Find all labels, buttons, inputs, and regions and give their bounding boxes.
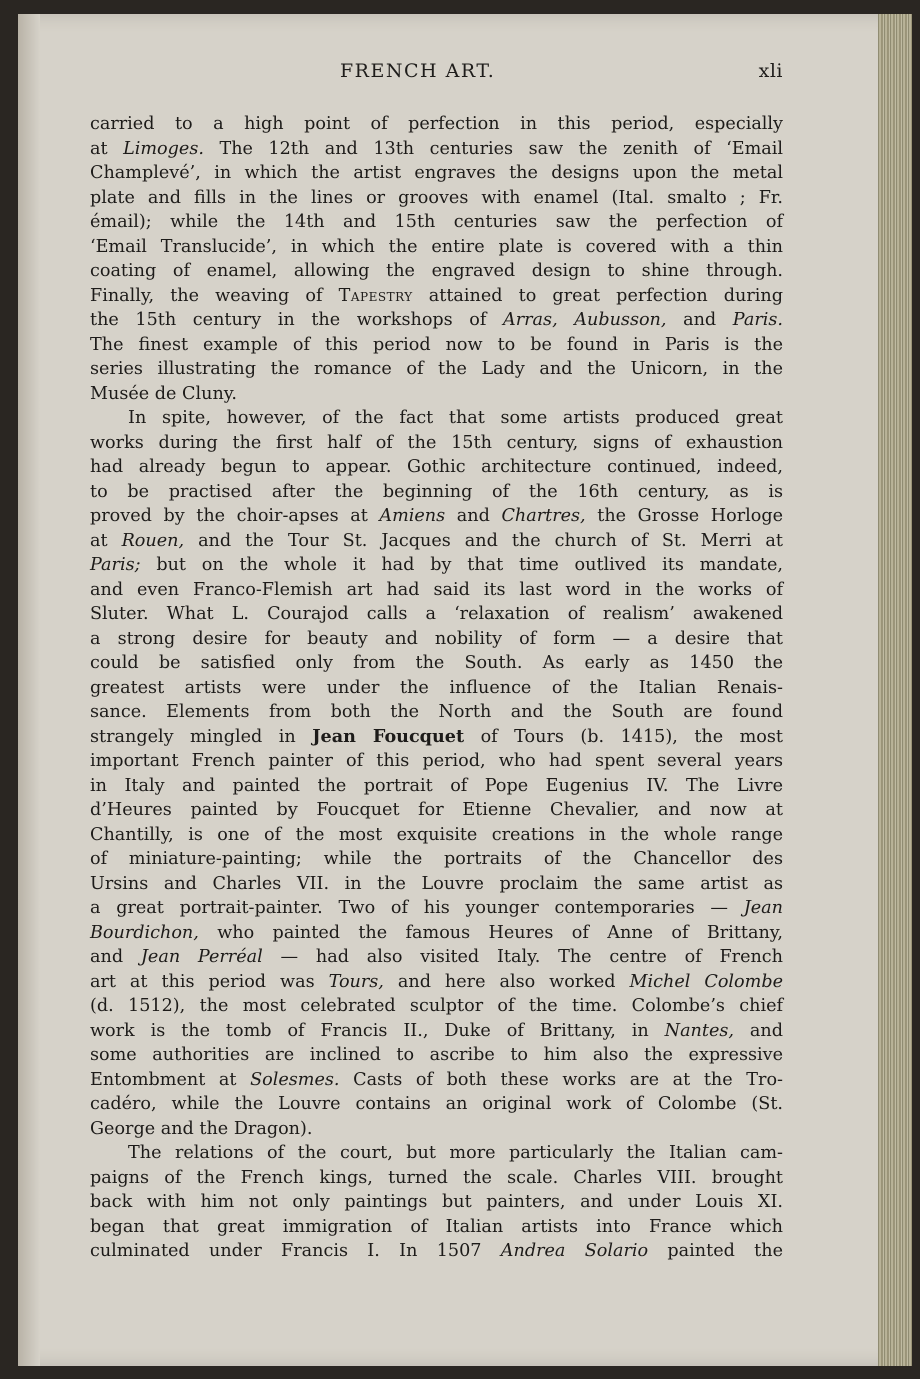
text-line [90,602,783,627]
text-run: George and the Dragon). [90,1118,313,1139]
text-run: in Italy and painted the portrait of Pope Eugenius IV. The Livre [90,775,783,796]
text-run: and [445,506,502,526]
text-run: carried to a high point of perfection in this period, especially [90,114,783,134]
text-line [90,651,783,676]
text-run: to be practised after the beginning of the 16th century, as is [90,481,783,502]
text-line [90,161,783,186]
text-line [90,186,783,211]
text-line [90,137,783,162]
text-run: (d. 1512), the most celebrated sculptor of the time. Colombe’s chief [90,996,783,1016]
text-line [90,847,783,872]
text-run: Chantilly, is one of the most exquisite creations in the whole range [90,824,783,845]
text-run: Casts of both these works are at the Tro- [339,1069,783,1090]
text-run: d’Heures painted by Foucquet for Etienne Chevalier, and now at [90,800,783,820]
italic-run: Jean Perréal [140,947,263,967]
text-line [90,627,783,652]
bold-run: Jean Foucquet [312,725,465,747]
page-number: xli [758,60,783,82]
text-run: Finally, the weaving of [90,285,339,306]
text-line [90,529,783,554]
text-run: works during the first half of the 15th century, signs of exhaustion [90,432,783,453]
running-header [90,60,783,88]
text-line [90,872,783,897]
text-run: and here also worked [383,971,630,992]
text-run: at [90,530,122,551]
text-run: strangely mingled in [90,726,313,747]
text-line [90,504,783,529]
text-run: Champlevé’, in which the artist engraves the designs upon the metal [90,163,783,183]
text-run: could be satisfied only from the South. As early as 1450 the [90,653,783,673]
text-run: Musée de Cluny. [90,383,238,404]
text-line [90,455,783,480]
text-run: In spite, however, of the fact that some artists produced great [128,408,783,428]
text-run: Entombment at [90,1069,251,1090]
text-run: had already begun to appear. Gothic architecture continued, indeed, [90,457,783,477]
text-run: of Tours (b. 1415), the most [464,726,783,747]
text-run: ‘Email Translucide’, in which the entire plate is covered with a thin [90,236,783,257]
text-run: important French painter of this period, who had spent several years [90,751,783,771]
text-run [558,310,575,330]
text-line [90,1092,783,1117]
text-run: of miniature-painting; while the portraits of the Chancellor des [90,849,783,869]
text-line [90,210,783,235]
text-line [90,553,783,578]
italic-run: Arras, [503,310,558,330]
italic-run: Limoges. [123,138,204,159]
text-line [90,725,783,750]
italic-run: Paris. [732,310,783,330]
text-line [90,1068,783,1093]
text-line [90,406,783,431]
italic-run: Michel Colombe [629,971,783,992]
text-line [90,921,783,946]
page-edges [878,14,912,1366]
text-run: the Grosse Horloge [585,506,783,526]
text-run: plate and fills in the lines or grooves with enamel (Ital. smalto ; Fr. [90,187,783,208]
text-run: greatest artists were under the influence of the Italian Renais- [90,677,783,698]
italic-run: Nantes, [664,1020,734,1041]
text-line [90,1239,783,1264]
text-run: and [666,310,733,330]
text-line [90,1019,783,1044]
text-run: at [90,138,124,159]
text-run: émail); while the 14th and 15th centuries saw the perfection of [90,212,783,232]
italic-run: Jean [743,898,783,918]
text-line [90,1043,783,1068]
text-run: a great portrait-painter. Two of his younger contemporaries — [90,898,744,918]
text-run: and the Tour St. Jacques and the church of St. Merri at [184,530,783,551]
text-run: the 15th century in the workshops of [90,310,504,330]
text-line [90,333,783,358]
text-run: art at this period was [90,971,329,992]
body-text [90,112,783,1264]
text-run: The finest example of this period now to be found in Paris is the [90,334,783,355]
text-line [90,1141,783,1166]
text-run: began that great immigration of Italian artists into France which [90,1216,783,1237]
italic-run: Paris; [90,555,141,575]
italic-run: Chartres, [501,506,586,526]
text-run: and [734,1020,783,1041]
text-run: painted the [648,1241,783,1261]
text-run: cadéro, while the Louvre contains an original work of Colombe (St. [90,1094,783,1114]
italic-run: Amiens [379,506,446,526]
text-run: back with him not only paintings but painters, and under Louis XI. [90,1192,783,1212]
text-line [90,308,783,333]
text-run: and even Franco-Flemish art had said its last word in the works of [90,579,783,600]
text-line [90,994,783,1019]
text-run: a strong desire for beauty and nobility of form — a desire that [90,628,783,649]
text-run: The 12th and 13th centuries saw the zenith of ‘Email [203,138,783,159]
text-line [90,112,783,137]
text-run: sance. Elements from both the North and the South are found [90,702,783,722]
text-run: series illustrating the romance of the Lady and the Unicorn, in the [90,359,783,379]
text-run: work is the tomb of Francis II., Duke of Brittany, in [90,1020,665,1041]
text-line [90,235,783,260]
text-run: — had also visited Italy. The centre of French [262,947,783,967]
text-run: Ursins and Charles VII. in the Louvre proclaim the same artist as [90,873,783,894]
text-run: and [90,947,141,967]
text-line [90,357,783,382]
running-title: FRENCH ART. [340,60,496,82]
text-run: Sluter. What L. Courajod calls a ‘relaxation of realism’ awakened [90,604,783,624]
text-run: The relations of the court, but more particularly the Italian cam- [128,1143,783,1163]
text-run: culminated under Francis I. In 1507 [90,1241,501,1261]
italic-run: Bourdichon, [90,922,199,943]
text-run: coating of enamel, allowing the engraved design to shine through. [90,261,783,281]
text-line [90,1117,783,1142]
text-line [90,970,783,995]
page-gutter [18,14,40,1366]
text-line [90,700,783,725]
text-line [90,774,783,799]
text-run: some authorities are inclined to ascribe to him also the expressive [90,1045,783,1065]
text-line [90,1190,783,1215]
text-line [90,284,783,309]
italic-run: Solesmes. [250,1069,340,1090]
text-line [90,896,783,921]
italic-run: Andrea Solario [500,1241,649,1261]
text-line [90,431,783,456]
text-line [90,480,783,505]
text-line [90,945,783,970]
small-caps-run: Tapestry [338,285,413,306]
text-line [90,1215,783,1240]
italic-run: Tours, [328,971,384,992]
text-run: attained to great perfection during [412,285,784,306]
text-line [90,676,783,701]
text-line [90,798,783,823]
text-line [90,1166,783,1191]
text-line [90,823,783,848]
text-run: who painted the famous Heures of Anne of Brittany, [198,922,783,943]
italic-run: Aubusson, [574,310,667,330]
text-line [90,578,783,603]
text-line [90,259,783,284]
text-run: proved by the choir-apses at [90,506,380,526]
text-run: but on the whole it had by that time outlived its mandate, [140,555,783,575]
text-line [90,749,783,774]
text-line [90,382,783,407]
text-run: paigns of the French kings, turned the scale. Charles VIII. brought [90,1167,783,1188]
italic-run: Rouen, [121,530,185,551]
